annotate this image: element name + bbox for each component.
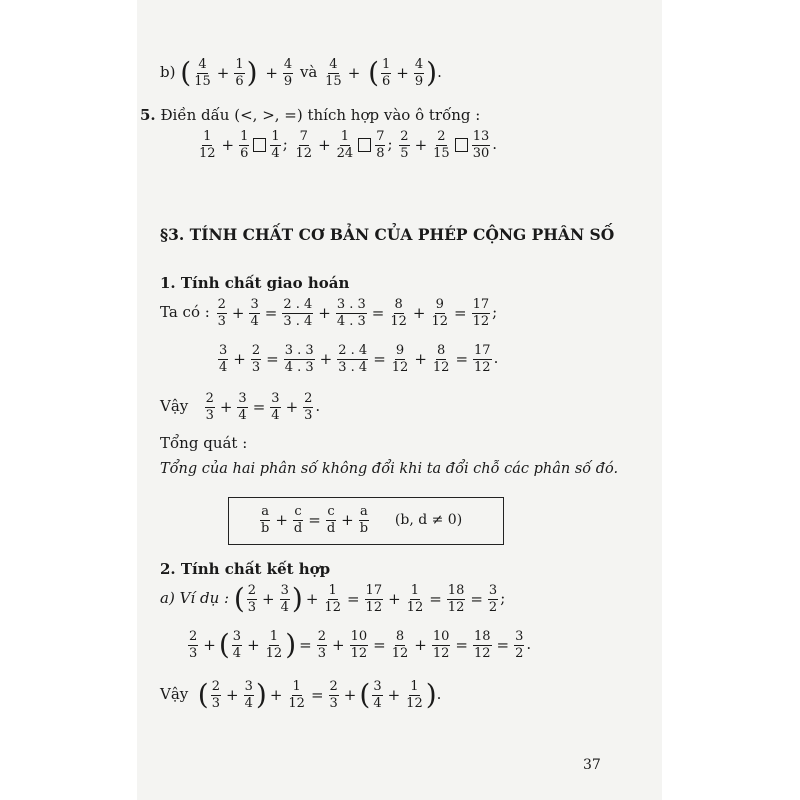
fraction: $\frac{c}{d}$	[326, 504, 336, 536]
fraction: $\frac{2}{3}$	[317, 629, 326, 661]
exercise-b-label: b)	[160, 63, 176, 82]
fraction: $\frac{1}{6}$	[240, 129, 249, 161]
fraction: $\frac{2}{3}$	[304, 391, 313, 423]
fraction: $\frac{2}{3}$	[211, 679, 221, 711]
fraction: $\frac{2 . 4}{3 . 4}$	[338, 343, 368, 375]
fraction: $\frac{17}{12}$	[472, 297, 490, 329]
fraction: $\frac{1}{6}$	[382, 57, 391, 89]
fraction: $\frac{8}{12}$	[432, 343, 450, 375]
commutative-row-1: Ta có : $\frac{2}{3}$ + $\frac{3}{4}$ = $\frac{2 . 4}{3 . 4}$ + $\frac{3 . 3}{4 . 3}$ = $\frac{8}{12}$ + $\frac{9}{12}$ = $\frac{17}{12}$ ;	[160, 297, 498, 329]
fraction: $\frac{10}{12}$	[350, 629, 368, 661]
fraction: $\frac{17}{12}$	[365, 583, 383, 615]
fraction: $\frac{1}{24}$	[336, 129, 354, 161]
fraction: $\frac{4}{15}$	[194, 57, 211, 89]
fraction: $\frac{3}{4}$	[250, 297, 259, 329]
commutative-row-2: $\frac{3}{4}$ + $\frac{2}{3}$ = $\frac{3 . 3}{4 . 3}$ + $\frac{2 . 4}{3 . 4}$ = $\frac{9}{12}$ + $\frac{8}{12}$ = $\frac{17}{12}$ .	[219, 343, 499, 375]
fraction: $\frac{2}{3}$	[251, 343, 261, 375]
fraction: $\frac{18}{12}$	[473, 629, 491, 661]
fraction: $\frac{2 . 4}{3 . 4}$	[283, 297, 313, 329]
fraction: $\frac{2}{3}$	[189, 629, 198, 661]
fraction: $\frac{4}{9}$	[283, 57, 293, 89]
fraction: $\frac{8}{12}$	[390, 297, 407, 329]
fraction: $\frac{4}{9}$	[414, 57, 424, 89]
fraction: $\frac{17}{12}$	[474, 343, 491, 375]
commutative-formula: $\frac{a}{b}$ + $\frac{c}{d}$ = $\frac{c}{d}$ + $\frac{a}{b}$ (b, d ≠ 0)	[261, 504, 463, 536]
fraction: $\frac{3}{4}$	[219, 343, 228, 375]
fraction: $\frac{4}{15}$	[325, 57, 342, 89]
fraction: $\frac{2}{5}$	[400, 129, 409, 161]
fraction: $\frac{2}{3}$	[217, 297, 226, 329]
fraction: $\frac{1}{12}$	[324, 583, 341, 615]
fraction: $\frac{3}{4}$	[373, 679, 382, 711]
fraction: $\frac{13}{30}$	[472, 129, 490, 161]
fraction: $\frac{1}{12}$	[406, 583, 424, 615]
fraction: $\frac{3}{4}$	[232, 629, 242, 661]
commutative-conclusion: Vậy $\frac{2}{3}$ + $\frac{3}{4}$ = $\frac{3}{4}$ + $\frac{2}{3}$ .	[160, 391, 321, 423]
fraction: $\frac{1}{12}$	[288, 679, 305, 711]
fraction: $\frac{1}{4}$	[271, 129, 280, 161]
answer-box[interactable]	[358, 138, 371, 152]
fraction: $\frac{2}{3}$	[205, 391, 214, 423]
fraction: $\frac{3 . 3}{4 . 3}$	[336, 297, 366, 329]
fraction: $\frac{3 . 3}{4 . 3}$	[284, 343, 314, 375]
fraction: $\frac{1}{12}$	[199, 129, 216, 161]
fraction: $\frac{1}{12}$	[265, 629, 283, 661]
section-title: §3. TÍNH CHẤT CƠ BẢN CỦA PHÉP CỘNG PHÂN SỐ	[160, 225, 615, 244]
fraction: $\frac{3}{4}$	[238, 391, 247, 423]
exercise-5-text: Điền dấu (<, >, =) thích hợp vào ô trống :	[160, 106, 481, 124]
fraction: $\frac{3}{2}$	[488, 583, 498, 615]
fraction: $\frac{2}{15}$	[433, 129, 450, 161]
exercise-b-line: b) ( $\frac{4}{15}$ + $\frac{1}{6}$ ) + $\frac{4}{9}$ và $\frac{4}{15}$ + ( $\frac{1}{6}$ + $\frac{4}{9}$ ).	[160, 56, 442, 90]
fraction: $\frac{2}{3}$	[329, 679, 338, 711]
page-number: 37	[583, 757, 601, 773]
fraction: $\frac{3}{4}$	[280, 583, 289, 615]
heading-commutative: 1. Tính chất giao hoán	[160, 274, 350, 292]
general-label: Tổng quát :	[160, 434, 248, 452]
exercise-5-comparisons: $\frac{1}{12}$ + $\frac{1}{6}$ $\frac{1}{4}$ ; $\frac{7}{12}$ + $\frac{1}{24}$ $\frac{7}{8}$ ; $\frac{2}{5}$ + $\frac{2}{15}$ $\frac{13}{30}$ .	[199, 129, 498, 161]
associative-row-1: a) Ví dụ : ( $\frac{2}{3}$ + $\frac{3}{4}$ ) + $\frac{1}{12}$ = $\frac{17}{12}$ + $\frac{1}{12}$ = $\frac{18}{12}$ = $\frac{3}{2}$ ;	[160, 582, 506, 616]
answer-box[interactable]	[253, 138, 266, 152]
fraction: $\frac{9}{12}$	[391, 343, 409, 375]
fraction: $\frac{3}{4}$	[244, 679, 253, 711]
fraction: $\frac{3}{2}$	[515, 629, 524, 661]
fraction: $\frac{18}{12}$	[447, 583, 465, 615]
fraction: $\frac{8}{12}$	[391, 629, 409, 661]
exercise-5-heading: 5. Điền dấu (<, >, =) thích hợp vào ô trống :	[140, 106, 481, 124]
fraction: $\frac{a}{b}$	[359, 504, 369, 536]
fraction: $\frac{1}{6}$	[235, 57, 244, 89]
fraction: $\frac{7}{12}$	[295, 129, 313, 161]
fraction: $\frac{7}{8}$	[376, 129, 385, 161]
fraction: $\frac{1}{12}$	[406, 679, 423, 711]
commutative-rule: Tổng của hai phân số không đổi khi ta đổi chỗ các phân số đó.	[160, 461, 619, 477]
fraction: $\frac{10}{12}$	[432, 629, 450, 661]
fraction: $\frac{9}{12}$	[431, 297, 449, 329]
fraction: $\frac{a}{b}$	[261, 504, 270, 536]
fraction: $\frac{2}{3}$	[247, 583, 257, 615]
heading-associative: 2. Tính chất kết hợp	[160, 560, 331, 578]
fraction: $\frac{c}{d}$	[293, 504, 303, 536]
associative-conclusion: Vậy ( $\frac{2}{3}$ + $\frac{3}{4}$ ) + $\frac{1}{12}$ = $\frac{2}{3}$ + ( $\frac{3}{4}$ + $\frac{1}{12}$ ).	[160, 678, 442, 712]
answer-box[interactable]	[455, 138, 468, 152]
fraction: $\frac{3}{4}$	[271, 391, 280, 423]
associative-row-2: $\frac{2}{3}$ + ( $\frac{3}{4}$ + $\frac{1}{12}$ ) = $\frac{2}{3}$ + $\frac{10}{12}$ = $\frac{8}{12}$ + $\frac{10}{12}$ = $\frac{18}{12}$ = $\frac{3}{2}$ .	[189, 628, 532, 662]
